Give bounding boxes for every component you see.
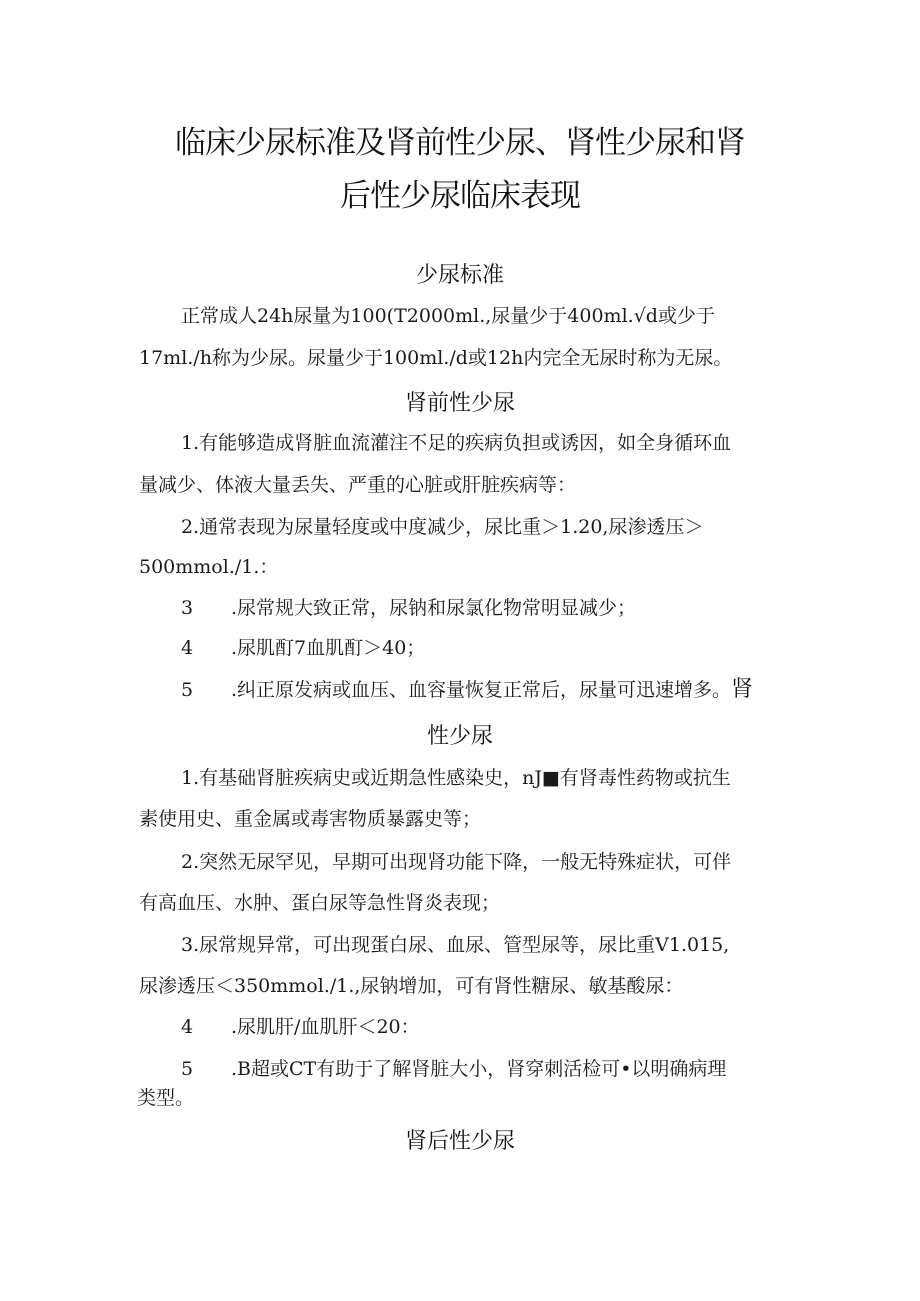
list-item-line: 2.通常表现为尿量轻度或中度减少，尿比重＞1.20,尿渗透压＞	[181, 516, 704, 538]
paragraph-line: 正常成人24h尿量为100(T2000ml.,尿量少于400ml.√d或少于	[181, 305, 715, 327]
list-item-text: .纠正原发病或血压、血容量恢复正常后，尿量可迅速增多。	[231, 679, 732, 701]
section-heading-prerenal: 肾前性少尿	[404, 391, 515, 416]
section-heading-renal-part-1: 肾	[731, 677, 754, 702]
list-item-line: 素使用史、重金属或毒害物质暴露史等；	[139, 808, 482, 830]
list-item	[181, 1015, 420, 1039]
list-item-line: 1.有能够造成肾脏血流灌注不足的疾病负担或诱因，如全身循环血	[181, 432, 732, 454]
list-item-line: 尿渗透压＜350mmol./1.,尿钠增加，可有肾性糖尿、敏基酸尿：	[139, 975, 684, 997]
list-item	[181, 678, 753, 702]
list-item	[181, 1057, 726, 1081]
list-item-text: .B超或CT有助于了解肾脏大小，肾穿刺活检可•以明确病理	[231, 1058, 727, 1080]
list-item-line: 1.有基础肾脏疾病史或近期急性感染史，nJ■有肾毒性药物或抗生	[181, 767, 731, 789]
list-number: 4	[181, 637, 194, 659]
list-item-line: 3.尿常规异常，可出现蛋白尿、血尿、管型尿等，尿比重V1.015,	[181, 934, 730, 956]
list-item	[181, 636, 425, 660]
list-number: 5	[181, 679, 194, 701]
list-number: 5	[181, 1058, 194, 1080]
list-item-text: .尿肌肝/血肌肝＜20：	[231, 1016, 420, 1038]
document-title-line-2: 后性少尿临床表现	[340, 178, 580, 214]
list-item-line: 2.突然无尿罕见，早期可出现肾功能下降，一般无特殊症状，可伴	[181, 851, 732, 873]
list-item-line: 类型。	[137, 1087, 195, 1109]
section-heading-oliguria-standard: 少尿标准	[415, 263, 504, 288]
list-item-line: 量减少、体液大量丢失、严重的心脏或肝脏疾病等：	[139, 474, 577, 496]
list-item-text: .尿常规大致正常，尿钠和尿氯化物常明显减少；	[231, 597, 637, 619]
section-heading-renal-part-2: 性少尿	[426, 724, 493, 749]
paragraph-line: 17ml./h称为少尿。尿量少于100ml./d或12h内完全无尿时称为无尿。	[139, 347, 733, 369]
section-heading-postrenal: 肾后性少尿	[404, 1129, 515, 1154]
list-item	[181, 596, 636, 620]
list-item-line: 500mmol./1.：	[139, 556, 279, 578]
list-item-text: .尿肌酊7血肌酊＞40；	[231, 637, 426, 659]
list-number: 3	[181, 597, 194, 619]
list-number: 4	[181, 1016, 194, 1038]
document-title-line-1: 临床少尿标准及肾前性少尿、肾性少尿和肾	[175, 125, 745, 161]
list-item-line: 有高血压、水肿、蛋白尿等急性肾炎表现；	[139, 892, 501, 914]
